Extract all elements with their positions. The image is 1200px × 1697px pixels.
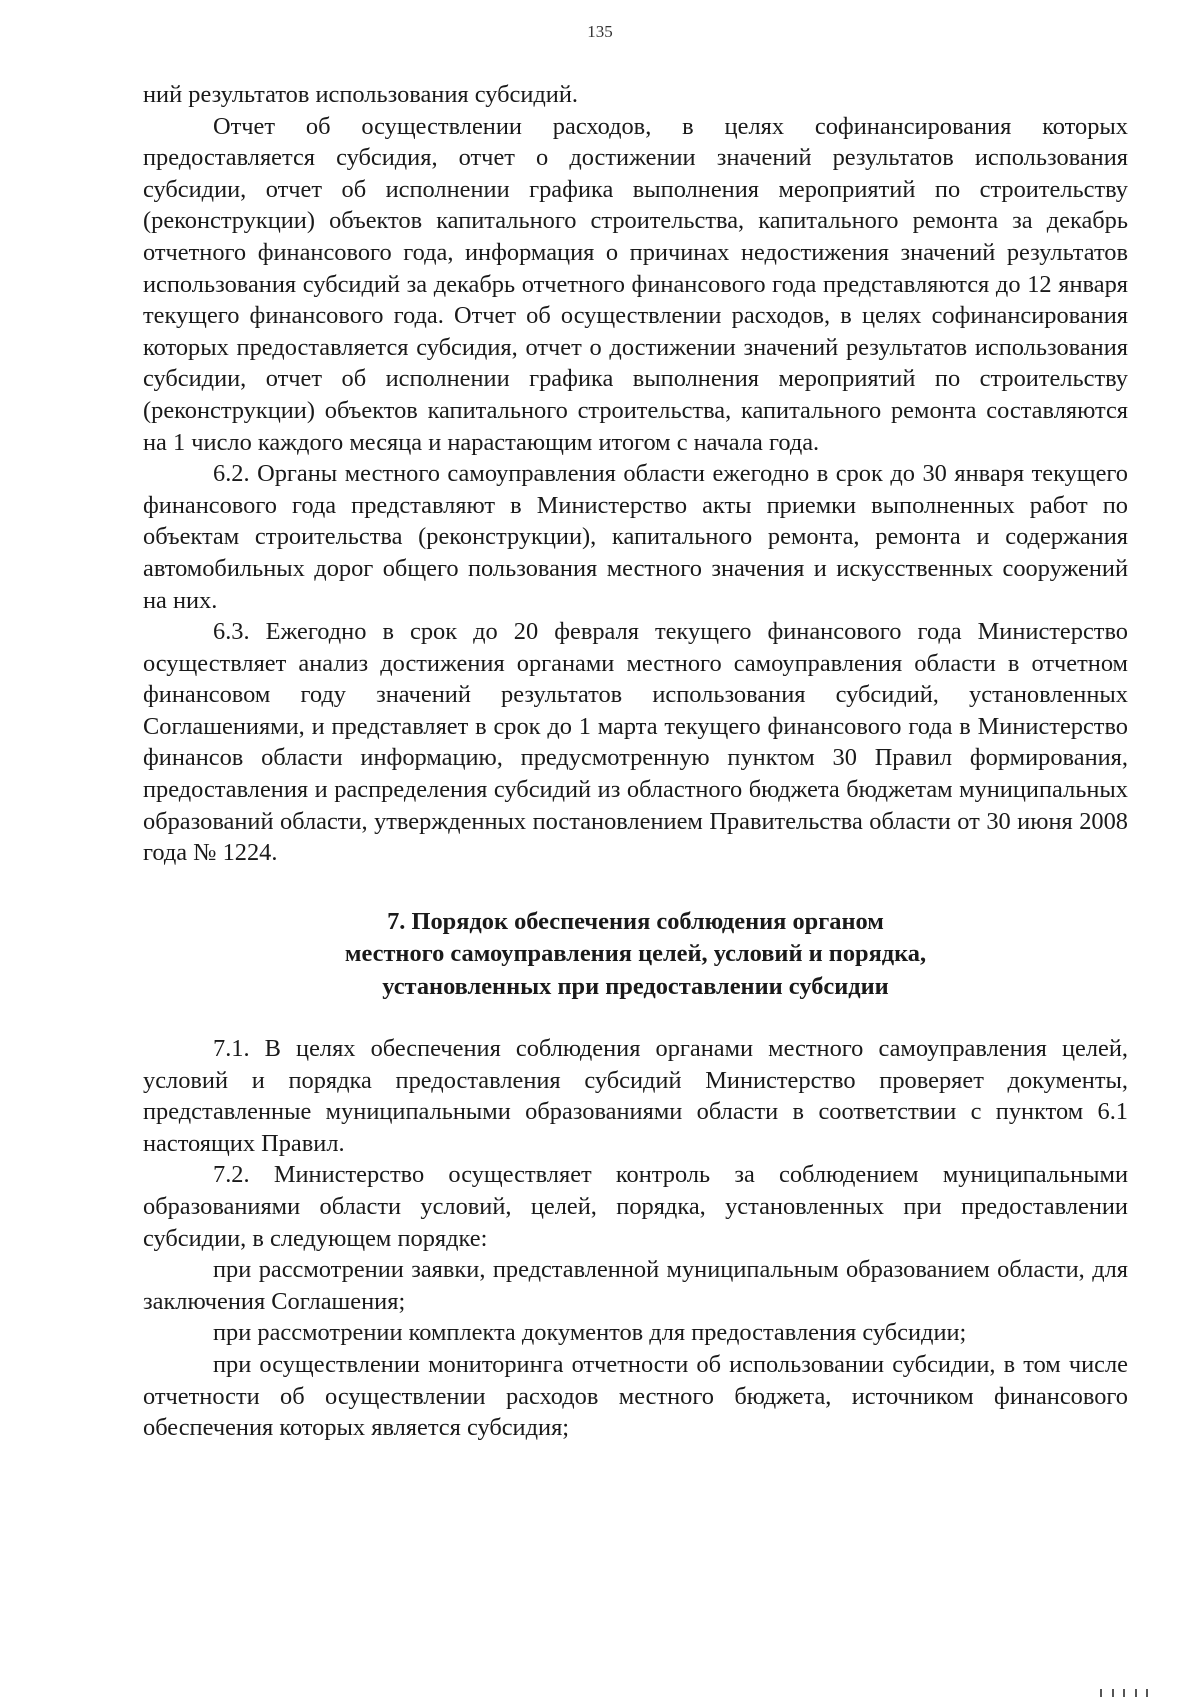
list-item: при рассмотрении комплекта документов для предоставления субсидии; [213,1319,967,1347]
paragraph-6-3: 6.3. Ежегодно в срок до 20 февраля текущего финансового года Министерство осуществляет анализ достижения органами местного самоуправления области в отчетном финансовом году значений результатов использования субсидий, установленных Соглашениями, и представляет в срок до 1 марта текущего финансового года в Министерство финансов области информацию, предусмотренную пунктом 30 Правил формирования, предоставления и распределения субсидий из областного бюджета бюджетам муниципальных образований области, утвержденных постановлением Правительства области от 30 июня 2008 года № 1224. [143,618,1128,867]
document-body [143,79,1128,1444]
scan-edge-marks [1100,1689,1148,1697]
section-7-heading [143,906,1128,1003]
paragraph-7-1: 7.1. В целях обеспечения соблюдения органами местного самоуправления целей, условий и порядка предоставления субсидий Министерство проверяет документы, представленные муниципальными образованиями области в соответствии с пунктом 6.1 настоящих Правил. [143,1035,1128,1157]
section-heading-line: 7. Порядок обеспечения соблюдения органом [387,907,884,935]
section-heading-line: установленных при предоставлении субсидии [382,972,889,1000]
list-item: при осуществлении мониторинга отчетности об использовании субсидии, в том числе отчетности об осуществлении расходов местного бюджета, источником финансового обеспечения которых является субсидия; [143,1351,1128,1442]
section-heading-line: местного самоуправления целей, условий и порядка, [344,940,927,968]
list-item: при рассмотрении заявки, представленной муниципальным образованием области, для заключения Соглашения; [143,1256,1128,1315]
paragraph-6-2: 6.2. Органы местного самоуправления области ежегодно в срок до 30 января текущего финансового года представляют в Министерство акты приемки выполненных работ по объектам строительства (реконструкции), капитального ремонта, ремонта и содержания автомобильных дорог общего пользования местного значения и искусственных сооружений на них. [143,460,1128,614]
page-number: 135 [587,22,613,41]
paragraph-report-deadlines: Отчет об осуществлении расходов, в целях софинансирования которых предоставляется субсидия, отчет о достижении значений результатов использования субсидии, отчет об исполнении графика выполнения мероприятий по строительству (реконструкции) объектов капитального строительства, капитального ремонта за декабрь отчетного финансового года, информация о причинах недостижения значений результатов использования субсидий за декабрь отчетного финансового года представляются до 12 января текущего финансового года. Отчет об осуществлении расходов, в целях софинансирования которых предоставляется субсидия, отчет о достижении значений результатов использования субсидии, отчет об исполнении графика выполнения мероприятий по строительству (реконструкции) объектов капитального строительства, капитального ремонта составляются на 1 число каждого месяца и нарастающим итогом с начала года. [143,112,1128,456]
paragraph-continuation: ний результатов использования субсидий. [143,81,578,108]
paragraph-7-2: 7.2. Министерство осуществляет контроль за соблюдением муниципальными образованиями области условий, целей, порядка, установленных при предоставлении субсидии, в следующем порядке: [143,1161,1128,1252]
